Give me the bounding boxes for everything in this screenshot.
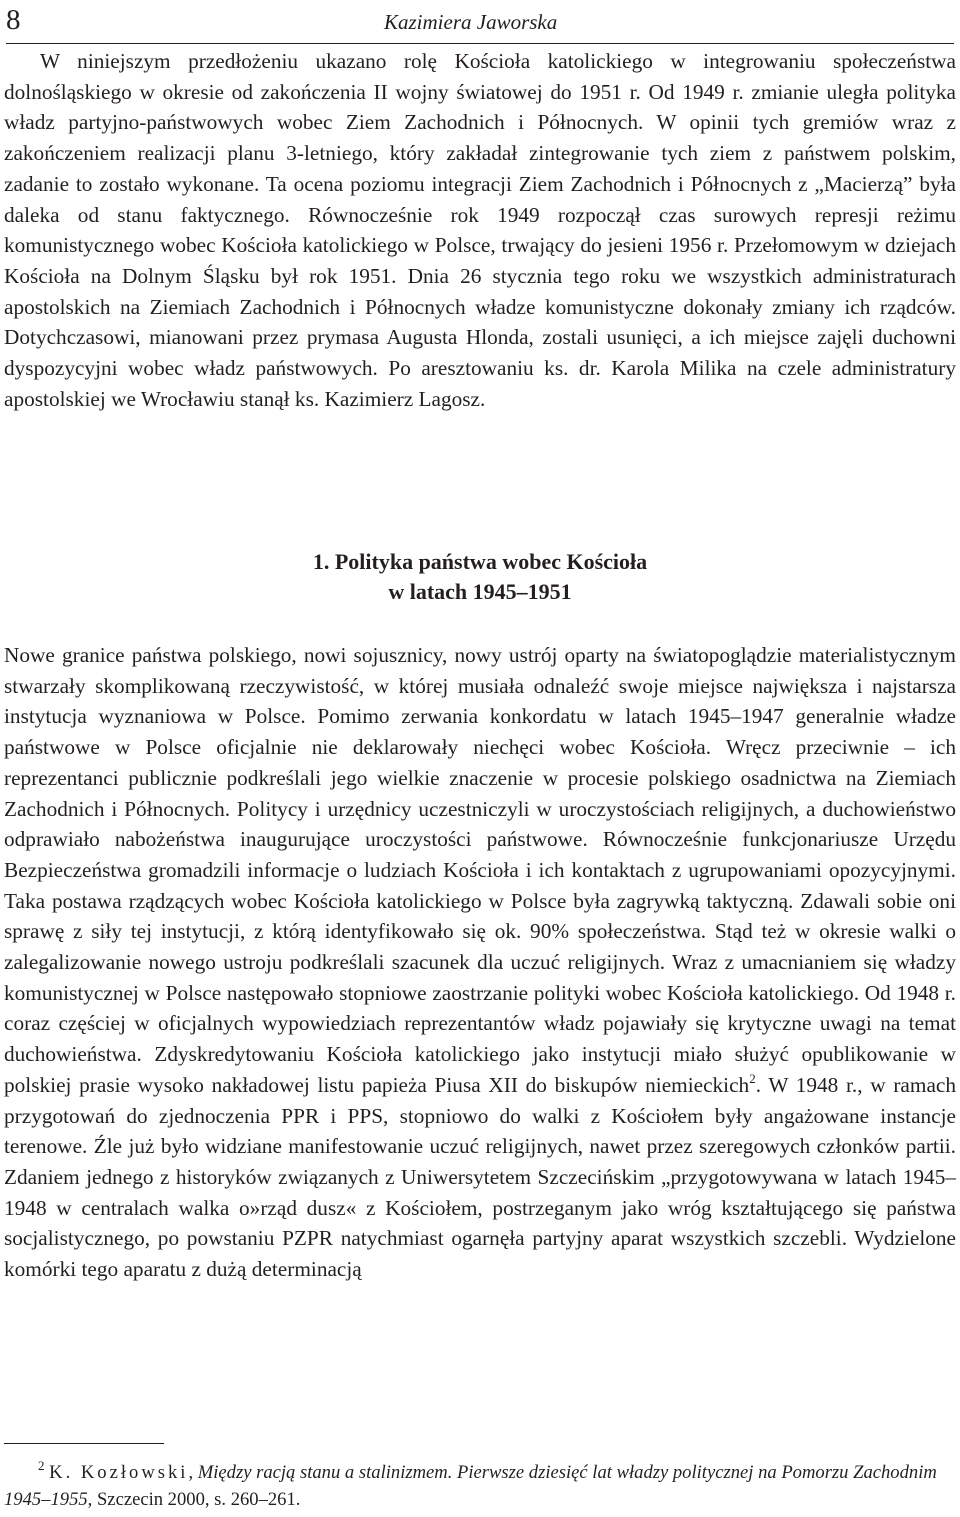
running-head: Kazimiera Jaworska bbox=[384, 10, 558, 34]
page-header bbox=[0, 0, 960, 44]
section-heading bbox=[0, 547, 960, 607]
page-number: 8 bbox=[6, 4, 21, 36]
footnote-number: 2 bbox=[38, 1457, 45, 1473]
section-text-part-2: . W 1948 r., w ramach przygotowań do zjednoczenia PPR i PPS, stopniowo do walki z Kościołem były angażowane instancje terenowe. Źle już było widziane manifestowanie uczuć religijnych, nawet przez szeregowych członków partii. Zdaniem jednego z historyków związanych z Uniwersytetem Szczecińskim „przygotowywana w latach 1945–1948 w centralach walka o»rząd dusz« z Kościołem, postrzeganym jako wróg kształtującego się państwa socjalistycznego, po powstaniu PZPR natychmiast ogarnęła partyjny aparat wszystkich szczebli. Wydzielone komórki tego aparatu z dużą determinacją bbox=[4, 1072, 956, 1282]
intro-paragraph: W niniejszym przedłożeniu ukazano rolę Kościoła katolickiego w integrowaniu społeczeństwa dolnośląskiego w okresie od zakończenia II wojny światowej do 1951 r. Od 1949 r. zmianie uległa polityka władz partyjno-państwowych wobec Ziem Zachodnich i Północnych. W opinii tych gremiów wraz z zakończeniem realizacji planu 3-letniego, który zakładał zintegrowanie tych ziem z państwem polskim, zadanie to zostało wykonane. Ta ocena poziomu integracji Ziem Zachodnich i Północnych z „Macierzą” była daleka od stanu faktycznego. Równocześnie rok 1949 rozpoczął czas surowych represji reżimu komunistycznego wobec Kościoła katolickiego w Polsce, trwający do jesieni 1956 r. Przełomowym w dziejach Kościoła na Dolnym Śląsku był rok 1951. Dnia 26 stycznia tego roku we wszystkich administraturach apostolskich na Ziemiach Zachodnich i Północnych władze komunistyczne dokonały zmiany ich rządców. Dotychczasowi, mianowani przez prymasa Augusta Hlonda, zostali usunięci, a ich miejsce zajęli duchowni dyspozycyjni wobec władz państwowych. Po aresztowaniu ks. dr. Karola Milika na czele administratury apostolskiej we Wrocławiu stanął ks. Kazimierz Lagosz. bbox=[4, 49, 956, 411]
footnote: $^2$ K. Kozłowski, Między racją stanu a stalinizmem. Pierwsze dziesięć lat władzy politycznej na Pomorzu Zachodnim 1945–1955, Szczecin 2000, s. 260–261. bbox=[4, 1457, 937, 1510]
footnote-publication: , Szczecin 2000, s. 260–261. bbox=[87, 1489, 301, 1510]
footnote-author: K. Kozłowski bbox=[49, 1462, 189, 1483]
section-text-part-1: Nowe granice państwa polskiego, nowi sojusznicy, nowy ustrój oparty na światopoglądzie materialistycznym stwarzały skomplikowaną rzeczywistość, w której musiała odnaleźć swoje miejsce największa i najstarsza instytucja wyznaniowa w Polsce. Pomimo zerwania konkordatu w latach 1945–1947 generalnie władze państwowe w Polsce oficjalnie nie deklarowały niechęci wobec Kościoła. Wręcz przeciwnie – ich reprezentanci publicznie podkreślali jego wielkie znaczenie w procesie polskiego osadnictwa na Ziemiach Zachodnich i Północnych. Politycy i urzędnicy uczestniczyli w uroczystościach religijnych, a duchowieństwo odprawiało nabożeństwa inaugurujące uroczystości państwowe. Równocześnie funkcjonariusze Urzędu Bezpieczeństwa gromadzili informacje o ludziach Kościoła i ich kontaktach z ugrupowaniami opozycyjnymi. Taka postawa rządzących wobec Kościoła katolickiego w Polsce była zagrywką taktyczną. Zdawali sobie oni sprawę z siły tej instytucji, z którą identyfikowało się ok. 90% społeczeństwa. Stąd też w okresie walki o zalegalizowanie nowego ustroju podkreślali szacunek dla uczuć religijnych. Wraz z umacnianiem się władzy komunistycznej w Polsce następowało stopniowe zaostrzanie polityki wobec Kościoła katolickiego. Od 1948 r. coraz częściej w oficjalnych wypowiedziach reprezentantów władz pojawiały się krytyczne uwagi na temat duchowieństwa. Zdyskredytowaniu Kościoła katolickiego jako instytucji miało służyć opublikowanie w polskiej prasie wysoko nakładowej listu papieża Piusa XII do biskupów niemieckich bbox=[4, 643, 956, 1097]
footnote-title: Między racją stanu a stalinizmem. Pierwsze dziesięć lat władzy politycznej na Pomorzu Zachodnim 1945–1955 bbox=[4, 1462, 937, 1510]
header-rule bbox=[6, 43, 954, 44]
section-heading-line-1: 1. Polityka państwa wobec Kościoła bbox=[312, 549, 648, 574]
section-heading-line-2: w latach 1945–1951 bbox=[388, 579, 572, 604]
footnote-rule bbox=[4, 1443, 164, 1444]
section-paragraph bbox=[4, 640, 956, 1285]
footnote-reference[interactable]: 2 bbox=[749, 1070, 756, 1086]
